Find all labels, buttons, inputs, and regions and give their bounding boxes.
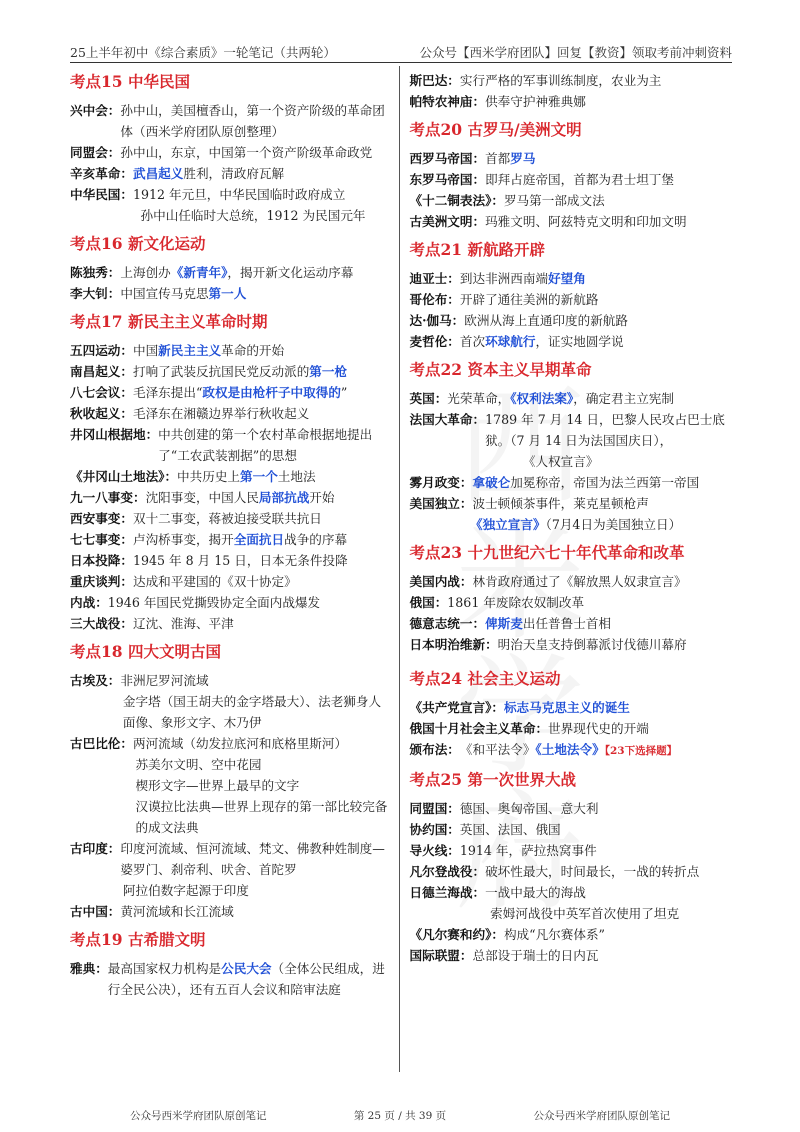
entry-desc: 明治天皇支持倒幕派讨伐德川幕府	[497, 637, 687, 652]
entry-dajiama	[410, 310, 733, 331]
entry-desc-rest: 胜利，清政府瓦解	[183, 166, 285, 181]
exam-tag: 【23下选择题】	[604, 745, 678, 757]
entry-term: 重庆谈判：	[70, 574, 133, 589]
section-title-15: 考点15 中华民国	[70, 72, 190, 91]
entry-desc: 毛泽东在湘赣边界举行秋收起义	[132, 406, 310, 421]
section-title-24: 考点24 社会主义运动	[409, 669, 561, 688]
entry-desc-rest: ，确定君主立宪制	[573, 391, 674, 406]
entry-term: 内战：	[70, 595, 108, 610]
entry-yingguo	[410, 388, 733, 409]
entry-desc: 1912 年元旦，中华民国临时政府成立	[132, 187, 346, 202]
entry-desc	[133, 340, 393, 361]
entry-term: 《井冈山土地法》：	[70, 469, 178, 484]
entry-term: 五四运动：	[70, 343, 133, 358]
entry-diyashi	[410, 268, 733, 289]
entry-continuation: 索姆河战役中英军首次使用了坦克	[490, 906, 680, 921]
entry-desc-pre: 沈阳事变，中国人民	[145, 490, 259, 505]
entry-desc-pre: 光荣革命，	[447, 391, 511, 406]
entry-desc: 非洲尼罗河流域	[120, 673, 209, 688]
entry-term: 古印度：	[70, 841, 121, 856]
entry-desc-rest: （全体公民组成，进行全民公决），还有五百人会议和陪审法庭	[107, 961, 385, 997]
entry-desc-rest: 加冕称帝，帝国为法兰西第一帝国	[510, 475, 700, 490]
entry-term: 陈独秀：	[70, 265, 121, 280]
section-title-20: 考点20 古罗马/美洲文明	[409, 120, 582, 139]
entry-desc-rest: 出任普鲁士首相	[522, 616, 611, 631]
entry-qiushou	[70, 403, 393, 424]
entry-desc	[133, 163, 393, 184]
entry-term: 法国大革命：	[409, 412, 486, 427]
entry-desc-pre: 卢沟桥事变，揭开	[132, 532, 234, 547]
entry-xiluoma	[410, 148, 733, 169]
entry-desc	[460, 268, 732, 289]
entry-term: 哥伦布：	[409, 292, 460, 307]
entry-gubabilun	[70, 733, 393, 754]
entry-guolian	[410, 945, 733, 966]
entry-desc	[146, 487, 393, 508]
entry-xieyueguo	[410, 819, 733, 840]
entry-desc: 林肯政府通过了《解放黑人奴隶宣言》	[472, 574, 687, 589]
section-title-18: 考点18 四大文明古国	[70, 642, 221, 661]
entry-desc: 欧洲从海上直通印度的新航路	[464, 313, 628, 328]
entry-term: 英国：	[409, 391, 448, 406]
entry-desc: 两河流域（幼发拉底河和底格里斯河）	[132, 736, 348, 751]
entry-continuation	[410, 514, 733, 535]
entry-yadian	[70, 958, 393, 1000]
entry-desc: 辽沈、淮海、平津	[132, 616, 234, 631]
header-left-text: 25上半年初中《综合素质》一轮笔记（共两轮）	[70, 45, 336, 60]
entry-continuation: 金字塔（国王胡夫的金字塔最大）、法老狮身人面像、象形文字、木乃伊	[122, 694, 382, 730]
entry-desc: 英国、法国、俄国	[459, 822, 561, 837]
entry-desc: 罗马第一部成文法	[503, 193, 605, 208]
entry-term: 古埃及：	[70, 673, 121, 688]
entry-lidazhao	[70, 283, 393, 304]
entry-desc: 1945 年 8 月 15 日，日本无条件投降	[132, 553, 348, 568]
entry-term: 西罗马帝国：	[409, 151, 486, 166]
entry-desc	[460, 739, 732, 762]
entry-term: 麦哲伦：	[409, 334, 460, 349]
entry-desc	[485, 148, 732, 169]
entry-term: 凡尔登战役：	[409, 864, 486, 879]
section-title-21: 考点21 新航路开辟	[409, 240, 545, 259]
entry-term: 日德兰海战：	[409, 885, 486, 900]
entry-continuation: 汉谟拉比法典—世界上现存的第一部比较完备的成文法典	[135, 799, 388, 835]
entry-desc-pre: 首次	[459, 334, 486, 349]
entry-term: 秋收起义：	[70, 406, 133, 421]
page-footer	[130, 1108, 670, 1123]
entry-term: 三大战役：	[70, 616, 133, 631]
entry-tudifa	[70, 466, 393, 487]
highlight-text: 武昌起义	[132, 166, 184, 181]
highlight-text: 《独立宣言》	[469, 517, 546, 532]
footer-right-text: 公众号西米学府团队原创笔记	[533, 1110, 670, 1122]
entry-term: 雅典：	[70, 961, 108, 976]
entry-term: 九一八事变：	[70, 490, 146, 505]
entry-eguo	[410, 592, 733, 613]
section-title-19: 考点19 古希腊文明	[70, 930, 206, 949]
entry-desc	[177, 466, 392, 487]
entry-sanda-zhanyi	[70, 613, 393, 634]
entry-wusi	[70, 340, 393, 361]
entry-jinggangshan	[70, 424, 393, 466]
highlight-text: 局部抗战	[258, 490, 310, 505]
entry-term: 辛亥革命：	[70, 166, 133, 181]
entry-chongqing	[70, 571, 393, 592]
entry-desc-pre: 首都	[485, 151, 511, 166]
entry-term: 八七会议：	[70, 385, 133, 400]
entry-desc-rest: ，揭开新文化运动序幕	[227, 265, 354, 280]
highlight-text: 公民大会	[221, 961, 272, 976]
entry-ridelan	[410, 882, 733, 903]
entry-desc-pre: 中共历史上	[177, 469, 241, 484]
entry-term: 《凡尔赛和约》：	[409, 927, 504, 942]
entry-term: 俄国：	[409, 595, 448, 610]
entry-desc-rest: 革命的开始	[221, 343, 285, 358]
entry-term: 迪亚士：	[409, 271, 460, 286]
entry-wuyue-zhengbian	[410, 472, 733, 493]
entry-term: 德意志统一：	[409, 616, 486, 631]
entry-gumeizhou	[410, 211, 733, 232]
entry-continuation: 《人权宣言》	[522, 454, 599, 469]
entry-faguo-dageming	[410, 409, 733, 451]
entry-desc	[120, 283, 392, 304]
entry-term: 日本投降：	[70, 553, 133, 568]
entry-shiyue-geming	[410, 718, 733, 739]
entry-desc-pre: 中国	[132, 343, 159, 358]
entry-desc: 世界现代史的开端	[548, 721, 649, 736]
entry-sibada	[410, 70, 733, 91]
entry-meiguo-neizhan	[410, 571, 733, 592]
entry-desc-pre: 毛泽东提出“	[132, 385, 203, 400]
entry-gelunbu	[410, 289, 733, 310]
entry-continuation: 孙中山任临时大总统，1912 为民国元年	[140, 208, 366, 223]
entry-desc: 开辟了通往美洲的新航路	[459, 292, 599, 307]
entry-term: 达·伽马：	[409, 313, 465, 328]
entry-nanchang	[70, 361, 393, 382]
entry-term: 俄国十月社会主义革命：	[409, 721, 549, 736]
section-title-16: 考点16 新文化运动	[70, 234, 206, 253]
entry-shiertongbiaofa	[410, 190, 733, 211]
entry-desc: 构成“凡尔赛体系”	[503, 927, 605, 942]
entry-term: 日本明治维新：	[409, 637, 498, 652]
entry-xian	[70, 508, 393, 529]
entry-term: 同盟国：	[409, 801, 460, 816]
footer-left-text: 公众号西米学府团队原创笔记	[130, 1110, 267, 1122]
highlight-text: 俾斯麦	[485, 616, 523, 631]
entry-tongmengguo	[410, 798, 733, 819]
entry-desc	[133, 382, 393, 403]
entry-desc-rest: 开始	[309, 490, 335, 505]
entry-desc-pre: 打响了武装反抗国民党反动派的	[132, 364, 310, 379]
entry-fanersai	[410, 924, 733, 945]
highlight-text: 好望角	[548, 271, 586, 286]
highlight-text: 第一个	[240, 469, 278, 484]
entry-term: 西安事变：	[70, 511, 133, 526]
entry-desc: 德国、奥匈帝国、意大利	[459, 801, 599, 816]
entry-term: 导火线：	[409, 843, 460, 858]
entry-desc	[120, 262, 392, 283]
highlight-text: 第一人	[208, 286, 247, 301]
entry-continuation: 阿拉伯数字起源于印度	[122, 883, 249, 898]
entry-desc-pre: 最高国家权力机构是	[107, 961, 222, 976]
entry-desc-rest: （7月4日为美国独立日）	[545, 517, 682, 532]
entry-fanerdeng	[410, 861, 733, 882]
entry-qiqi	[70, 529, 393, 550]
entry-desc-rest: 战争的序幕	[284, 532, 348, 547]
section-title-25: 考点25 第一次世界大战	[409, 770, 576, 789]
entry-term: 中华民国：	[70, 187, 133, 202]
highlight-text: 环球航行	[485, 334, 536, 349]
entry-desc	[447, 388, 732, 409]
entry-term: 同盟会：	[70, 145, 121, 160]
entry-guaiji	[70, 670, 393, 691]
highlight-text: 政权是由枪杆子中取得的	[202, 385, 341, 400]
entry-term: 南昌起义：	[70, 364, 133, 379]
entry-deyizhi	[410, 613, 733, 634]
entry-desc-pre: 《和平法令》	[459, 742, 536, 757]
entry-xinhai	[70, 163, 393, 184]
entry-desc: 玛雅文明、阿兹特克文明和印加文明	[485, 214, 687, 229]
entry-desc-pre: 上海创办	[120, 265, 171, 280]
entry-desc: 孙中山，美国檀香山，第一个资产阶级的革命团体（西米学府团队原创整理）	[120, 103, 385, 139]
footer-page-number: 第 25 页 / 共 39 页	[353, 1110, 447, 1122]
entry-desc: 破坏性最大，时间最长，一战的转折点	[485, 864, 700, 879]
entry-term: 国际联盟：	[409, 948, 473, 963]
entry-term: 七七事变：	[70, 532, 133, 547]
page-header	[70, 42, 732, 63]
entry-desc: 黄河流域和长江流域	[120, 904, 234, 919]
entry-desc-pre: 到达非洲西南端	[459, 271, 549, 286]
entry-gongchandang-xuanyan	[410, 697, 733, 718]
highlight-text: 《土地法令》	[535, 742, 605, 757]
entry-continuation: 楔形文字—世界上最早的文字	[135, 778, 300, 793]
highlight-text: 第一枪	[309, 364, 348, 379]
entry-mingzhi-weixin	[410, 634, 733, 655]
entry-desc: 1789 年 7 月 14 日，巴黎人民攻占巴士底狱。（7 月 14 日为法国国庆日），	[485, 412, 725, 448]
entry-patenong	[410, 91, 733, 112]
entry-desc	[504, 697, 732, 718]
entry-meiguo-duli	[410, 493, 733, 514]
entry-desc: 印度河流域、恒河流域、梵文、佛教种姓制度—婆罗门、刹帝利、吠舍、首陀罗	[120, 841, 385, 877]
right-column	[400, 66, 733, 1072]
entry-jiuyiba	[70, 487, 393, 508]
entry-term: 井冈山根据地：	[70, 427, 159, 442]
entry-term: 李大钊：	[70, 286, 121, 301]
entry-desc	[133, 361, 393, 382]
entry-term: 雾月政变：	[409, 475, 473, 490]
entry-desc: 波士顿倾茶事件，莱克星顿枪声	[472, 496, 649, 511]
highlight-text: 全面抗日	[233, 532, 285, 547]
entry-maizhelun	[410, 331, 733, 352]
highlight-text: 罗马	[510, 151, 536, 166]
highlight-text: 《权利法案》	[510, 391, 574, 406]
entry-term: 《十二铜表法》：	[409, 193, 504, 208]
entry-desc: 一战中最大的海战	[485, 885, 586, 900]
entry-desc	[472, 472, 732, 493]
entry-term: 帕特农神庙：	[409, 94, 486, 109]
entry-term: 古中国：	[70, 904, 121, 919]
entry-term: 东罗马帝国：	[409, 172, 486, 187]
entry-neizhan	[70, 592, 393, 613]
content-columns	[70, 66, 732, 1072]
entry-guzhongguo	[70, 901, 393, 922]
entry-desc: 总部设于瑞士的日内瓦	[472, 948, 599, 963]
entry-term: 古巴比伦：	[70, 736, 133, 751]
entry-desc: 1861 年废除农奴制改革	[447, 595, 585, 610]
entry-riben-touxiang	[70, 550, 393, 571]
entry-desc	[108, 958, 393, 1000]
entry-desc-pre: 中国宣传马克思	[120, 286, 209, 301]
entry-desc	[133, 529, 393, 550]
entry-dongluoma	[410, 169, 733, 190]
entry-desc-rest: 土地法	[277, 469, 316, 484]
entry-term: 古美洲文明：	[409, 214, 486, 229]
entry-desc: 双十二事变，蒋被迫接受联共抗日	[132, 511, 322, 526]
entry-desc: 供奉守护神雅典娜	[485, 94, 586, 109]
section-title-17: 考点17 新民主主义革命时期	[70, 312, 268, 331]
highlight-text: 《新青年》	[170, 265, 228, 280]
entry-daohuoxian	[410, 840, 733, 861]
highlight-text: 标志马克思主义的诞生	[503, 700, 630, 715]
entry-desc: 即拜占庭帝国，首都为君士坦丁堡	[485, 172, 674, 187]
entry-term: 斯巴达：	[409, 73, 460, 88]
section-title-22: 考点22 资本主义早期革命	[409, 360, 592, 379]
entry-guyindu	[70, 838, 393, 880]
entry-banbufa	[410, 739, 733, 762]
entry-desc-rest: ，证实地圆学说	[535, 334, 624, 349]
entry-desc: 1946 年国民党撕毁协定全面内战爆发	[107, 595, 321, 610]
entry-term: 协约国：	[409, 822, 460, 837]
left-column	[70, 66, 399, 1072]
entry-desc: 1914 年，萨拉热窝事件	[459, 843, 597, 858]
entry-term: 美国内战：	[409, 574, 473, 589]
entry-chenduxiu	[70, 262, 393, 283]
entry-desc: 达成和平建国的《双十协定》	[132, 574, 297, 589]
entry-desc: 中共创建的第一个农村革命根据地提出了“工农武装割据”的思想	[158, 427, 373, 463]
entry-tongmenghui	[70, 142, 393, 163]
highlight-text: 新民主主义	[158, 343, 222, 358]
header-right-text: 公众号【西米学府团队】回复【教资】领取考前冲刺资料	[419, 45, 732, 60]
entry-desc: 实行严格的军事训练制度，农业为主	[459, 73, 662, 88]
entry-term: 《共产党宣言》：	[409, 700, 504, 715]
entry-baqi	[70, 382, 393, 403]
entry-term: 兴中会：	[70, 103, 121, 118]
entry-desc	[485, 613, 732, 634]
section-title-23: 考点23 十九世纪六七十年代革命和改革	[409, 543, 685, 562]
highlight-text: 拿破仑	[472, 475, 511, 490]
entry-term: 美国独立：	[409, 496, 473, 511]
entry-desc-rest: ”	[340, 385, 348, 400]
entry-continuation: 苏美尔文明、空中花园	[135, 757, 262, 772]
entry-term: 颁布法：	[409, 742, 460, 757]
entry-desc: 孙中山，东京，中国第一个资产阶级革命政党	[120, 145, 373, 160]
entry-zhonghuaminguo	[70, 184, 393, 205]
entry-xingzhonghui	[70, 100, 393, 142]
entry-desc	[460, 331, 732, 352]
